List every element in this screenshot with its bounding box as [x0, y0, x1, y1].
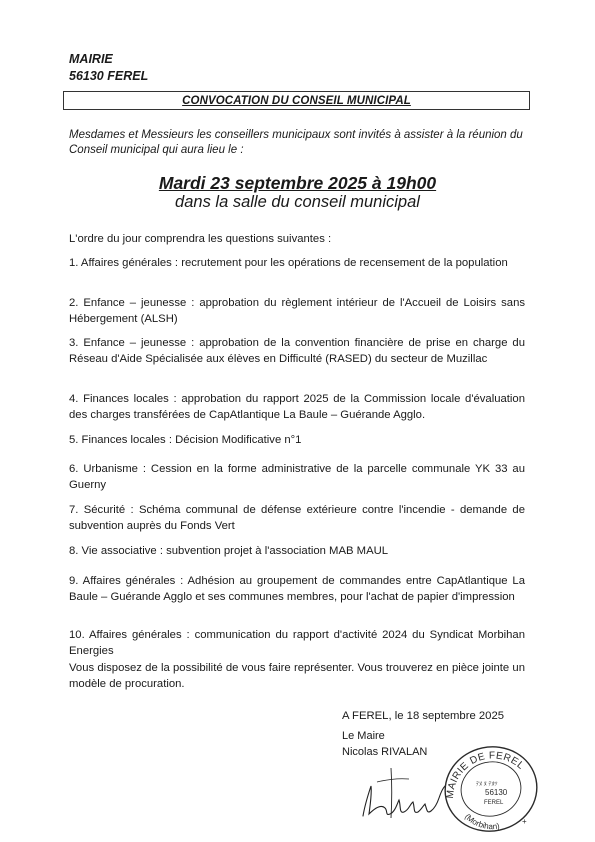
agenda-item-8: 8. Vie associative : subvention projet à l'association MAB MAUL [69, 545, 389, 557]
svg-text:+: + [522, 817, 527, 826]
agenda-item-2: 2. Enfance – jeunesse : approbation du règlement intérieur de l'Accueil de Loisirs sans Hébergement (ALSH) [69, 297, 525, 325]
agenda-intro: L'ordre du jour comprendra les questions suivantes : [69, 233, 332, 245]
organization-name: MAIRIE [69, 52, 113, 66]
town-hall-stamp [438, 742, 543, 834]
closing-paragraph: Vous disposez de la possibilité de vous faire représenter. Vous trouverez en pièce jointe un modèle de procuration. [69, 662, 525, 690]
stamp-center-text: 56130 [485, 788, 508, 797]
agenda-item-3: 3. Enfance – jeunesse : approbation de la convention financière de prise en charge du Réseau d'Aide Spécialisée aux élèves en Difficulté (RASED) du secteur de Muzillac [69, 337, 525, 365]
intro-paragraph: Mesdames et Messieurs les conseillers municipaux sont invités à assister à la réunion du Conseil municipal qui aura lieu le : [69, 129, 523, 156]
agenda-item-4: 4. Finances locales : approbation du rapport 2025 de la Commission locale d'évaluation des charges transférées de CapAtlantique La Baule – Guérande Agglo. [69, 393, 525, 421]
agenda-item-10: 10. Affaires générales : communication du rapport d'activité 2024 du Syndicat Morbihan Energies [69, 629, 525, 657]
place-and-date: A FEREL, le 18 septembre 2025 [342, 710, 505, 722]
agenda-item-1: 1. Affaires générales : recrutement pour les opérations de recensement de la population [69, 257, 508, 269]
document-title: CONVOCATION DU CONSEIL MUNICIPAL [182, 94, 411, 107]
organization-postal-code: 56130 FEREL [69, 69, 149, 83]
stamp-sub-text: FEREL [484, 800, 504, 806]
agenda-item-5: 5. Finances locales : Décision Modificative n°1 [69, 434, 302, 446]
meeting-venue: dans la salle du conseil municipal [175, 193, 420, 211]
svg-text:ﾃﾇ ﾇ ﾃﾇﾂ: ﾃﾇ ﾇ ﾃﾇﾂ [476, 782, 498, 788]
stamp-top-text: MAIRIE DE FEREL [444, 750, 527, 800]
document-title-box [63, 91, 530, 110]
signatory-name: Nicolas RIVALAN [342, 746, 428, 758]
meeting-date: Mardi 23 septembre 2025 à 19h00 [158, 173, 437, 193]
agenda-item-9: 9. Affaires générales : Adhésion au groupement de commandes entre CapAtlantique La Baule – Guérande Agglo et ses communes membres, pour l'achat de papier d'impression [69, 575, 525, 603]
signatory-role: Le Maire [342, 730, 385, 742]
stamp-bottom-text: (Morbihan) [463, 812, 501, 832]
agenda-item-7: 7. Sécurité : Schéma communal de défense extérieure contre l'incendie - demande de subvention auprès du Fonds Vert [69, 504, 525, 532]
agenda-item-6: 6. Urbanisme : Cession en la forme administrative de la parcelle communale YK 33 au Guerny [69, 463, 525, 491]
